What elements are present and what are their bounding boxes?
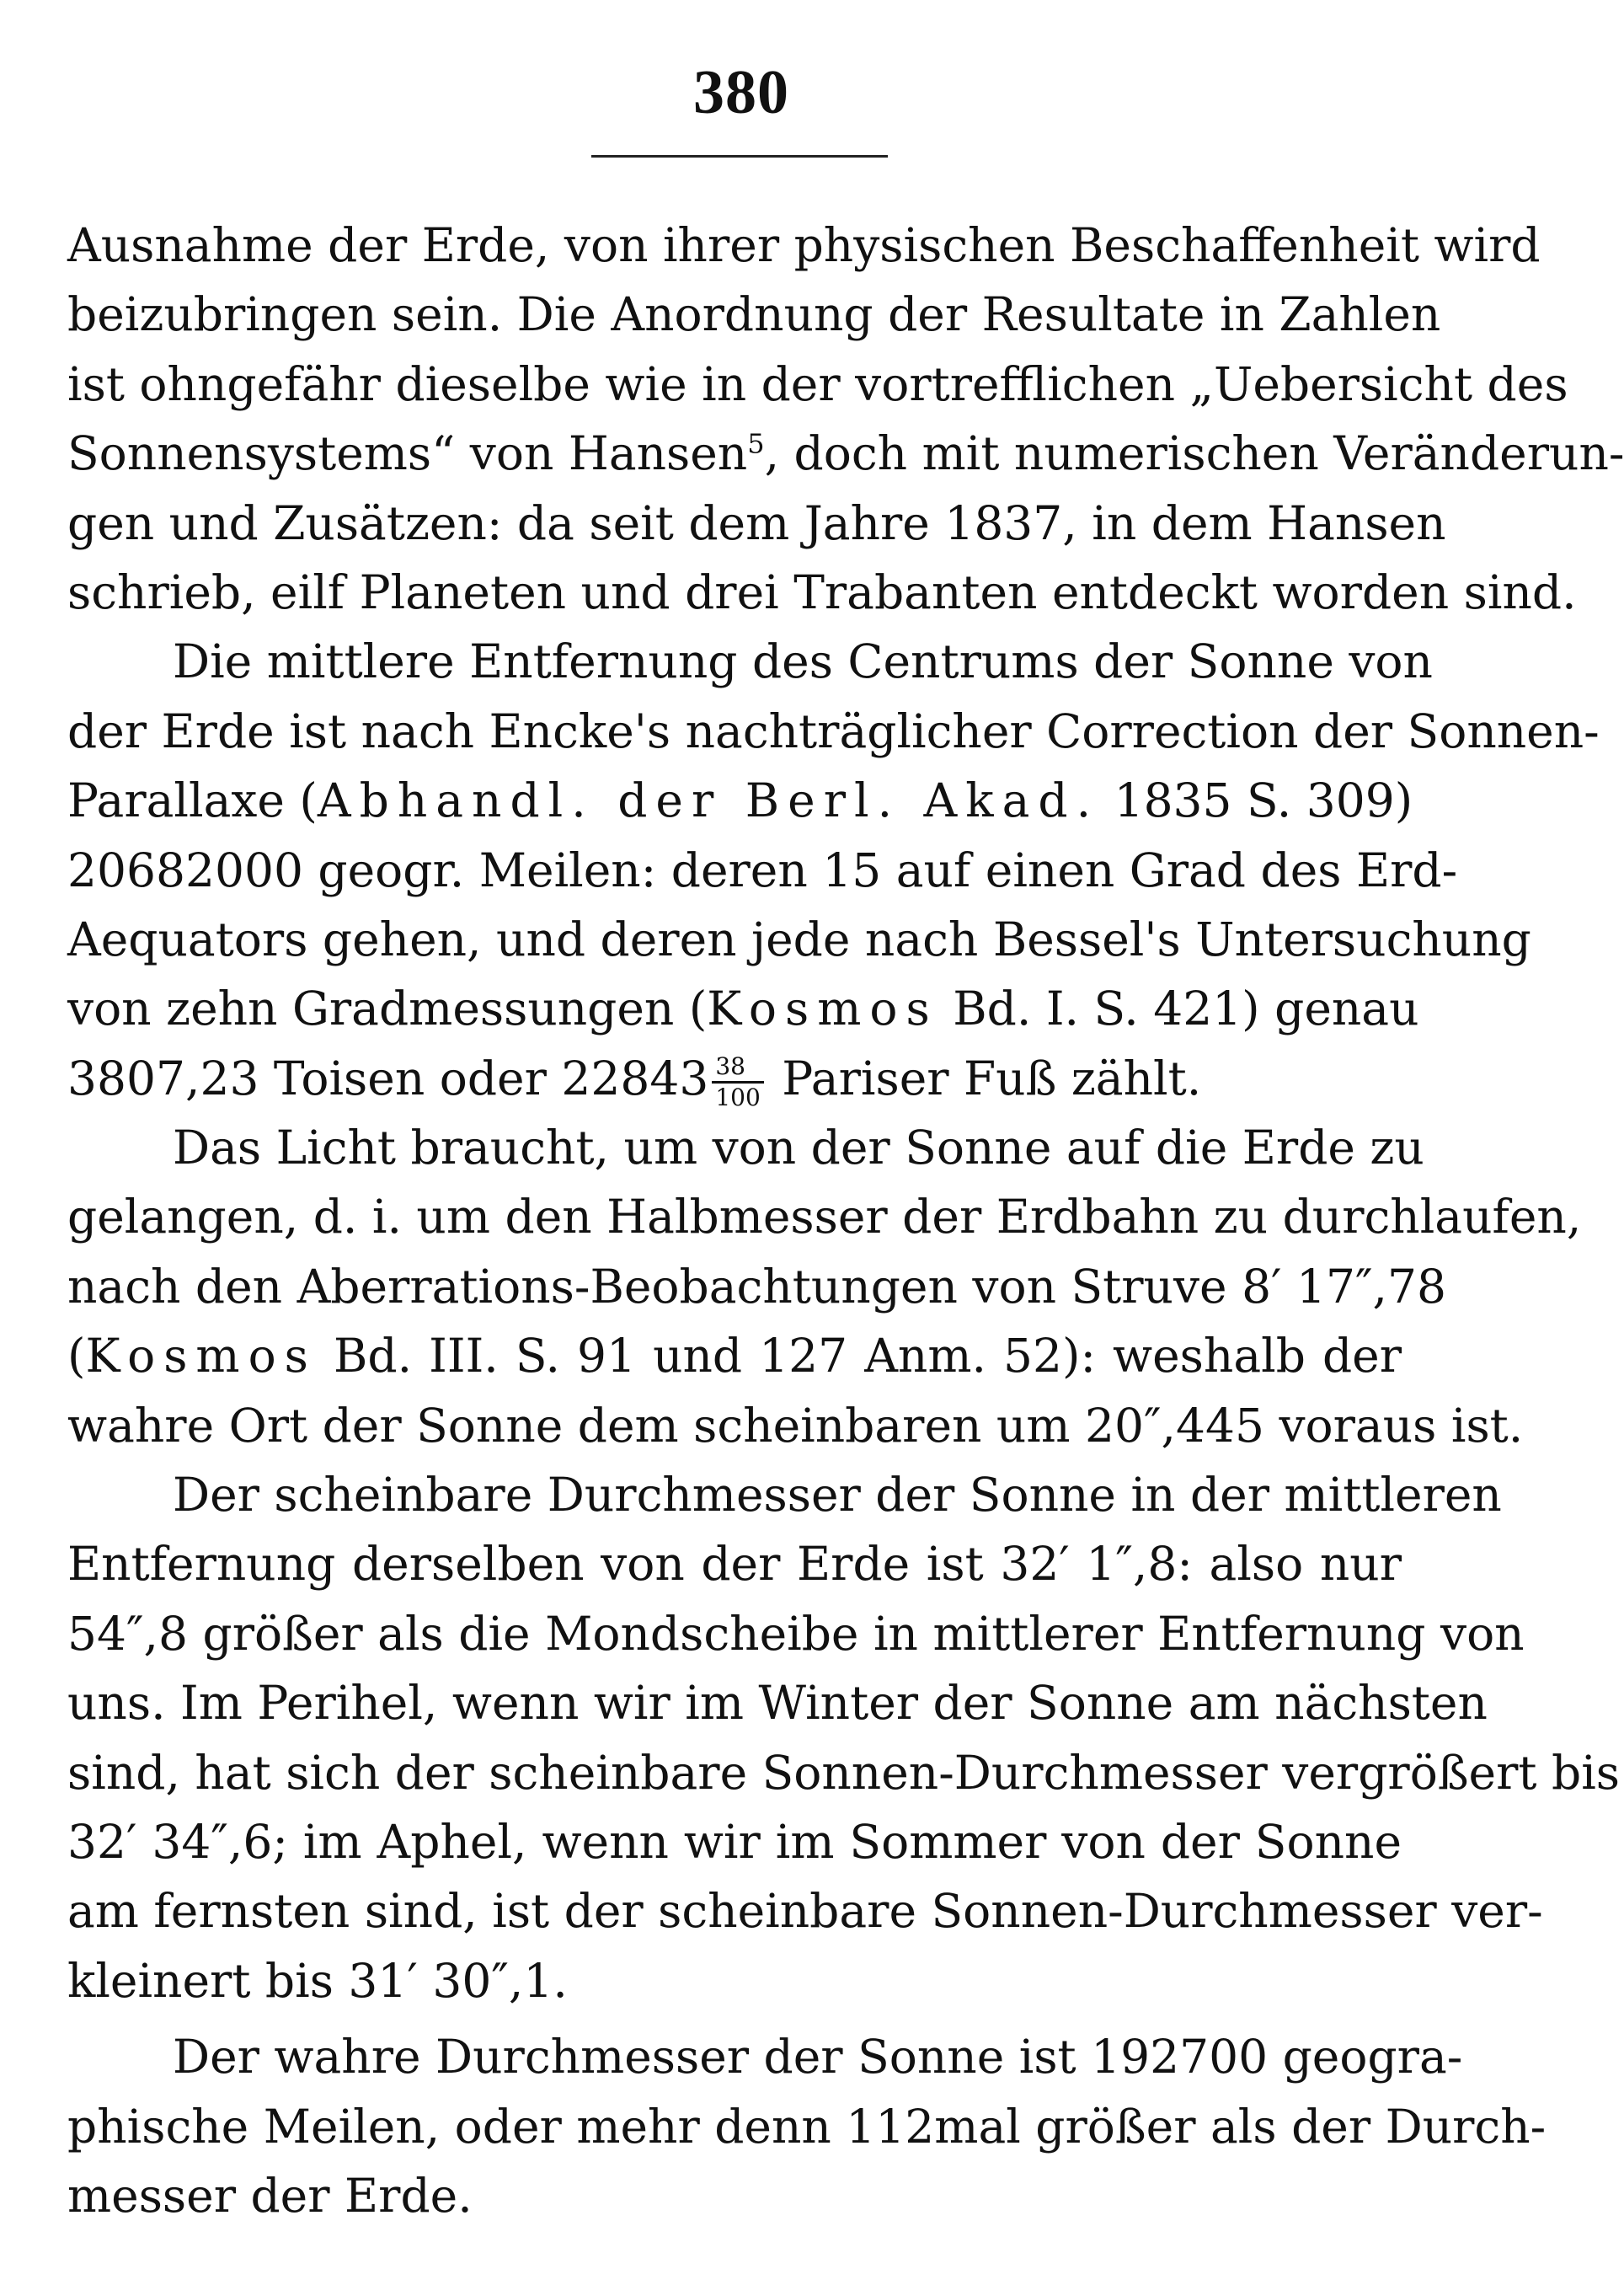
text-line: 54″,8 größer als die Mondscheibe in mittlerer Entfernung von [67, 1606, 1525, 1661]
text-line: 3807,23 Toisen oder 22843 $\frac{38}{100}$ Pariser Fuß zählt. [67, 1051, 1202, 1112]
text-line: gen und Zusätzen: da seit dem Jahre 1837, in dem Hansen [67, 495, 1446, 550]
text-line: Sonnensystems“ von Hansen$^5$, doch mit numerischen Veränderun- [67, 426, 1624, 481]
text-line: von zehn Gradmessungen (Kosmos Bd. I. S. 421) genau [67, 982, 1419, 1036]
text-line: Der scheinbare Durchmesser der Sonne in der mittleren [173, 1468, 1502, 1522]
text-line: sind, hat sich der scheinbare Sonnen-Durchmesser vergrößert bis [67, 1745, 1621, 1800]
text-line: schrieb, eilf Planeten und drei Trabanten entdeckt worden sind. [67, 565, 1577, 619]
text-line: gelangen, d. i. um den Halbmesser der Erdbahn zu durchlaufen, [67, 1190, 1582, 1244]
text-line: (Kosmos Bd. III. S. 91 und 127 Anm. 52): weshalb der [67, 1329, 1402, 1383]
page-number: 380 [693, 58, 789, 127]
text-line: 20682000 geogr. Meilen: deren 15 auf einen Grad des Erd- [67, 843, 1458, 897]
text-line: messer der Erde. [67, 2168, 473, 2223]
text-line: nach den Aberrations-Beobachtungen von Struve 8′ 17″,78 [67, 1259, 1447, 1314]
spaced-citation: Kosmos [85, 1329, 317, 1383]
fraction: $\frac{38}{100}$ [712, 1052, 763, 1112]
text-line: Aequators gehen, und deren jede nach Bessel's Untersuchung [67, 912, 1531, 966]
text-line: phische Meilen, oder mehr denn 112mal größer als der Durch- [67, 2099, 1547, 2154]
text-line: Ausnahme der Erde, von ihrer physischen Beschaffenheit wird [67, 218, 1541, 272]
text-line: Der wahre Durchmesser der Sonne ist 192700 geogra- [173, 2030, 1463, 2084]
text-line: 32′ 34″,6; im Aphel, wenn wir im Sommer von der Sonne [67, 1814, 1402, 1869]
text-line: Das Licht braucht, um von der Sonne auf die Erde zu [173, 1121, 1424, 1175]
text-line: ist ohngefähr dieselbe wie in der vortrefflichen „Uebersicht des [67, 356, 1568, 411]
text-line: Entfernung derselben von der Erde ist 32′ 1″,8: also nur [67, 1537, 1402, 1592]
header-rule [591, 155, 888, 158]
text-line: Parallaxe (Abhandl. der Berl. Akad. 1835 S. 309) [67, 773, 1413, 828]
text-line: der Erde ist nach Encke's nachträglicher Correction der Sonnen- [67, 704, 1600, 758]
text-line: kleinert bis 31′ 30″,1. [67, 1953, 568, 2008]
footnote-marker: 5 [747, 427, 765, 460]
spaced-citation: Abhandl. der Berl. Akad. [317, 773, 1100, 828]
text-line: am fernsten sind, ist der scheinbare Sonnen-Durchmesser ver- [67, 1884, 1543, 1939]
text-line: Die mittlere Entfernung des Centrums der Sonne von [173, 634, 1433, 689]
text-line: wahre Ort der Sonne dem scheinbaren um 20″,445 voraus ist. [67, 1398, 1524, 1453]
spaced-citation: Kosmos [707, 982, 938, 1036]
text-line: beizubringen sein. Die Anordnung der Resultate in Zahlen [67, 287, 1441, 342]
text-line: uns. Im Perihel, wenn wir im Winter der Sonne am nächsten [67, 1676, 1488, 1731]
body-text [67, 211, 1624, 2230]
